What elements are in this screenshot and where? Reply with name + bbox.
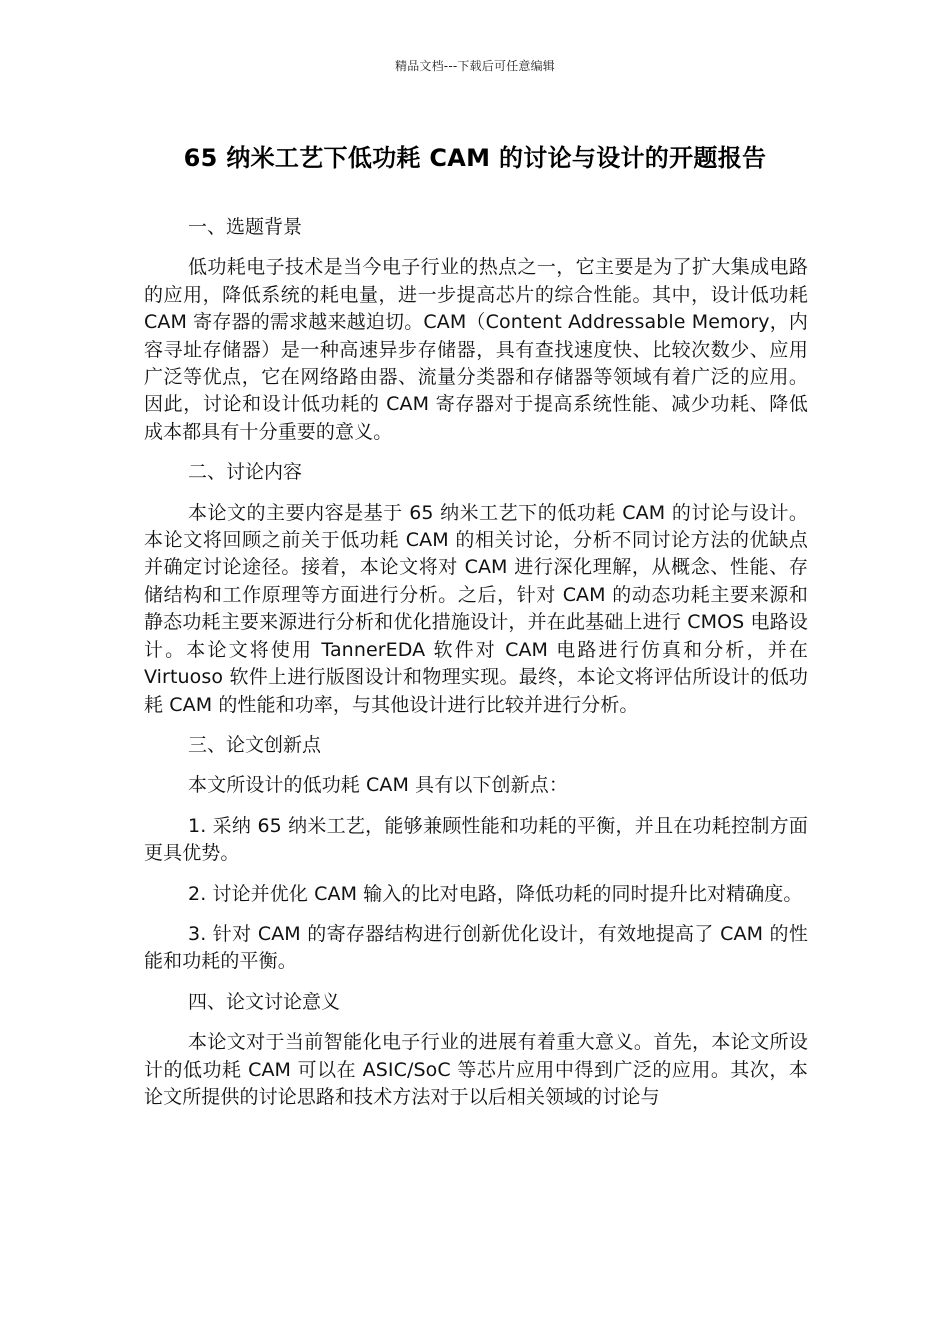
paragraph-significance: 本论文对于当前智能化电子行业的进展有着重大意义。首先，本论文所设计的低功耗 CAM 可以在 ASIC/SoC 等芯片应用中得到广泛的应用。其次，本论文所提供的讨论思路和技术方法对于以后相关领域的讨论与 — [144, 1031, 808, 1108]
header-note: 精品文档---下载后可任意编辑 — [395, 59, 555, 73]
paragraph-content: 本论文的主要内容是基于 65 纳米工艺下的低功耗 CAM 的讨论与设计。本论文将回顾之前关于低功耗 CAM 的相关讨论，分析不同讨论方法的优缺点并确定讨论途径。接着，本论文将对 CAM 进行深化理解，从概念、性能、存储结构和工作原理等方面进行分析。之后，针对 CAM 的动态功耗主要来源和静态功耗主要来源进行分析和优化措施设计，并在此基础上进行 CMOS 电路设计。本论文将使用 TannerEDA 软件对 CAM 电路进行仿真和分析，并在 Virtuoso 软件上进行版图设计和物理实现。最终，本论文将评估所设计的低功耗 CAM 的性能和功率，与其他设计进行比较并进行分析。 — [144, 501, 808, 716]
list-item-innovation-2: 2. 讨论并优化 CAM 输入的比对电路，降低功耗的同时提升比对精确度。 — [188, 882, 803, 905]
list-item-innovation-1: 1. 采纳 65 纳米工艺，能够兼顾性能和功耗的平衡，并且在功耗控制方面更具优势。 — [144, 814, 808, 865]
paragraph-innovation-intro: 本文所设计的低功耗 CAM 具有以下创新点： — [188, 774, 568, 797]
section-heading-innovation: 三、论文创新点 — [188, 733, 322, 756]
section-heading-significance: 四、论文讨论意义 — [188, 990, 341, 1013]
paragraph-background: 低功耗电子技术是当今电子行业的热点之一，它主要是为了扩大集成电路的应用，降低系统的耗电量，进一步提高芯片的综合性能。其中，设计低功耗 CAM 寄存器的需求越来越迫切。CAM（Content Addressable Memory，内容寻址存储器）是一种高速异步存储器，具有查找速度快、比较次数少、应用广泛等优点，它在网络路由器、流量分类器和存储器等领域有着广泛的应用。因此，讨论和设计低功耗的 CAM 寄存器对于提高系统性能、减少功耗、降低成本都具有十分重要的意义。 — [144, 256, 808, 443]
document-title: 65 纳米工艺下低功耗 CAM 的讨论与设计的开题报告 — [183, 144, 767, 172]
section-heading-content: 二、讨论内容 — [188, 461, 303, 484]
document-body — [144, 214, 808, 1124]
section-heading-background: 一、选题背景 — [188, 216, 303, 238]
list-item-innovation-3: 3. 针对 CAM 的寄存器结构进行创新优化设计，有效地提高了 CAM 的性能和功耗的平衡。 — [144, 922, 808, 973]
